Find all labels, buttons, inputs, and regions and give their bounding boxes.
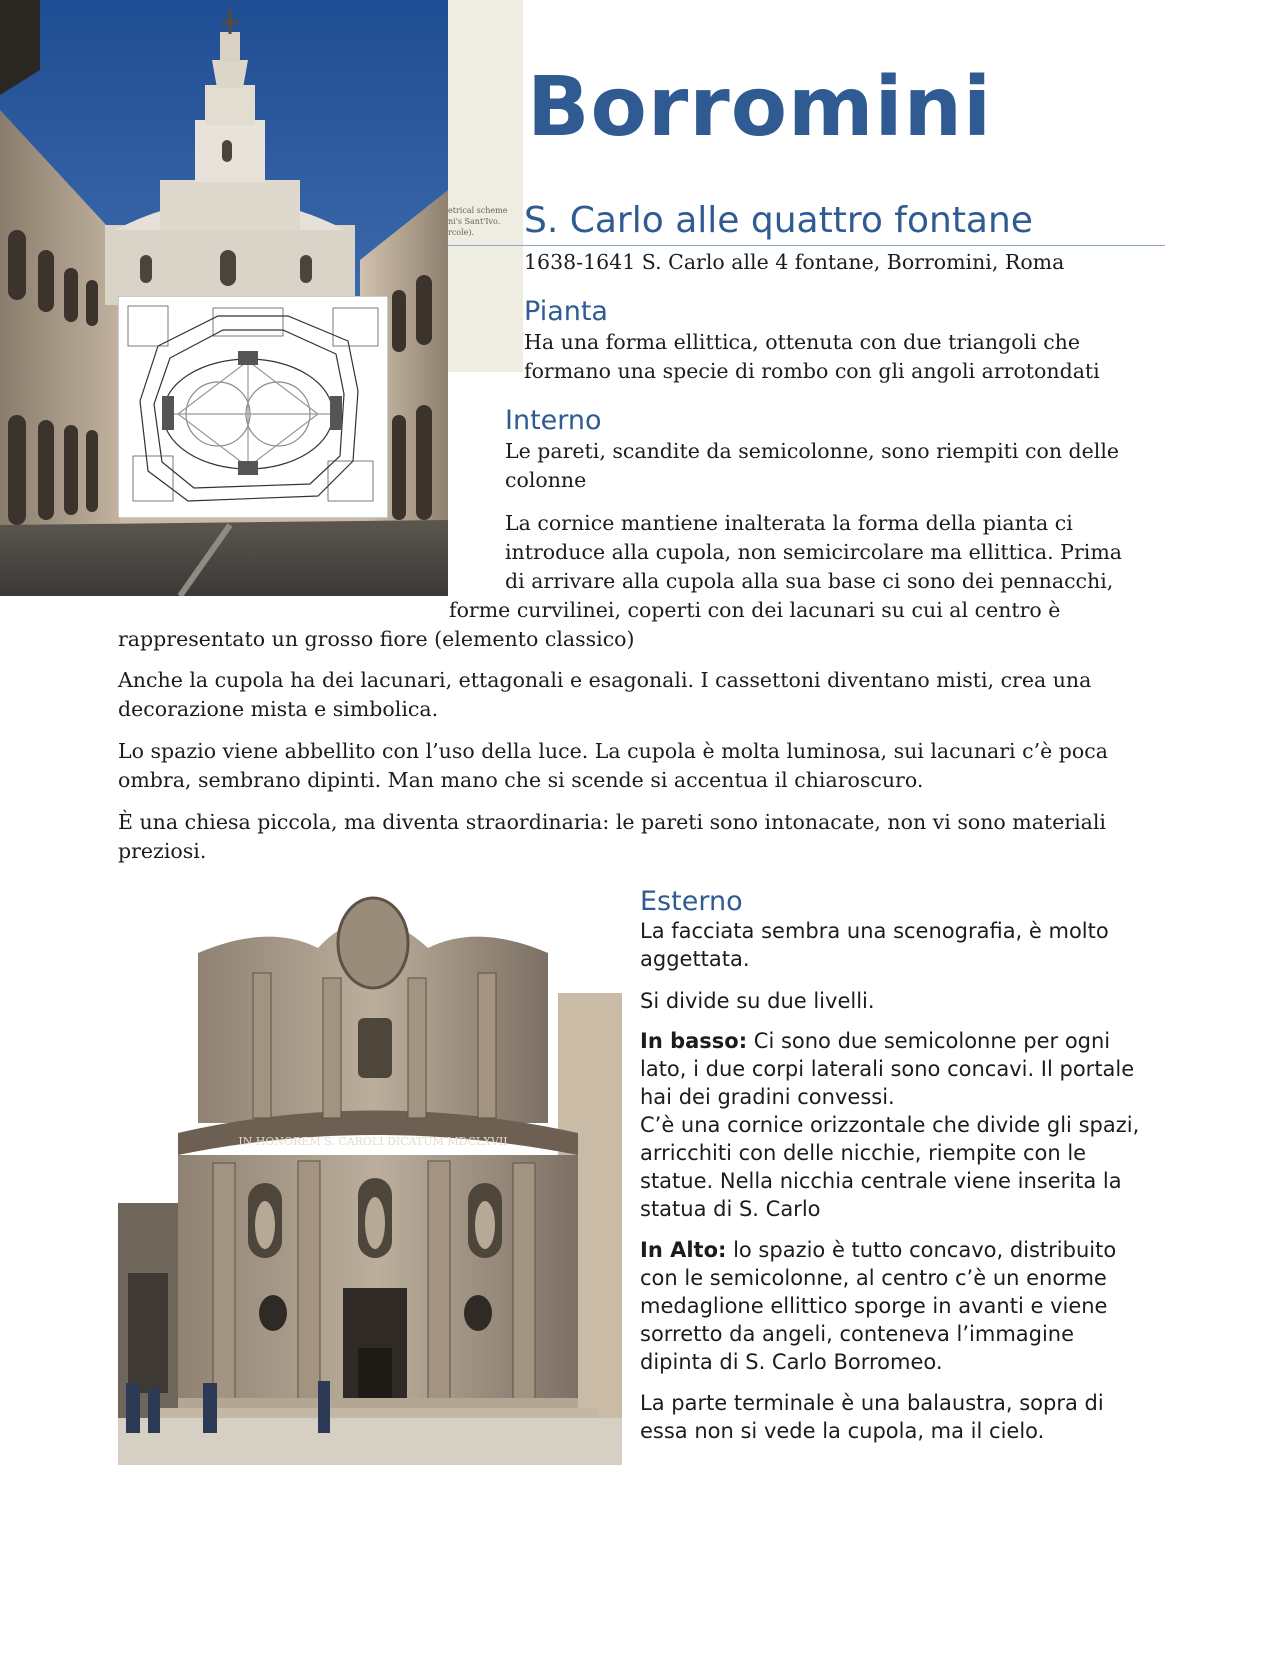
interno-paragraph-1	[505, 437, 1119, 495]
text-line: dipinta di S. Carlo Borromeo.	[640, 1350, 943, 1374]
text-line: La cornice mantiene inalterata la forma della pianta ci	[505, 511, 1073, 535]
text-line: essa non si vede la cupola, ma il cielo.	[640, 1419, 1045, 1443]
text-line: introduce alla cupola, non semicircolare ma ellittica. Prima	[505, 540, 1122, 564]
basso-label: In basso:	[640, 1029, 748, 1053]
esterno-heading: Esterno	[640, 886, 743, 917]
subtitle-rule	[447, 245, 1165, 246]
interno-paragraph-2b: forme curvilinei, coperti con dei lacunari su cui al centro è	[449, 598, 1061, 622]
page-title: Borromini	[527, 60, 993, 155]
interno-paragraph-5	[118, 808, 1178, 866]
esterno-paragraph-2: Si divide su due livelli.	[640, 989, 875, 1013]
date-caption: 1638-1641 S. Carlo alle 4 fontane, Borromini, Roma	[524, 250, 1065, 274]
text-line: di arrivare alla cupola alla sua base ci sono dei pennacchi,	[505, 569, 1114, 593]
text-line: con le semicolonne, al centro c’è un enorme	[640, 1266, 1107, 1290]
text-line: Anche la cupola ha dei lacunari, ettagonali e esagonali. I cassettoni diventano misti, crea una	[118, 668, 1092, 692]
text-line: ombra, sembrano dipinti. Man mano che si scende si accentua il chiaroscuro.	[118, 768, 924, 792]
church-plan-drawing	[118, 296, 388, 518]
text-line: lato, i due corpi laterali sono concavi. Il portale	[640, 1057, 1135, 1081]
side-caption-line: rcole).	[448, 228, 475, 237]
interno-paragraph-2c: rappresentato un grosso fiore (elemento classico)	[118, 627, 635, 651]
text-fragment: Ci sono due semicolonne per ogni	[747, 1029, 1111, 1053]
text-line: medaglione ellittico sporge in avanti e viene	[640, 1294, 1108, 1318]
interno-paragraph-3	[118, 666, 1178, 724]
facade-photo	[118, 893, 622, 1465]
text-line: Ha una forma ellittica, ottenuta con due triangoli che	[524, 330, 1081, 354]
interno-paragraph-4	[118, 737, 1178, 795]
interno-heading: Interno	[505, 405, 602, 436]
esterno-basso	[640, 1027, 1200, 1223]
text-line: preziosi.	[118, 839, 207, 863]
text-line: La parte terminale è una balaustra, sopra di	[640, 1391, 1104, 1415]
text-line: colonne	[505, 468, 587, 492]
text-line	[640, 1027, 1200, 1055]
text-line: decorazione mista e simbolica.	[118, 697, 439, 721]
text-line: Le pareti, scandite da semicolonne, sono riempiti con delle	[505, 439, 1120, 463]
text-line: hai dei gradini convessi.	[640, 1085, 895, 1109]
esterno-alto	[640, 1236, 1200, 1376]
text-line	[640, 1236, 1200, 1264]
text-line: statue. Nella nicchia centrale viene inserita la	[640, 1169, 1122, 1193]
alto-label: In Alto:	[640, 1238, 727, 1262]
text-line: C’è una cornice orizzontale che divide gli spazi,	[640, 1113, 1140, 1137]
text-line: aggettata.	[640, 947, 750, 971]
interno-paragraph-2a	[505, 509, 1122, 596]
facade-inscription: IN HONOREM S. CAROLI DICATUM MDCLXVII	[238, 1135, 508, 1148]
pianta-heading: Pianta	[524, 296, 608, 327]
side-caption-line: etrical scheme	[448, 206, 508, 215]
text-line: formano una specie di rombo con gli angoli arrotondati	[524, 359, 1100, 383]
section-subtitle: S. Carlo alle quattro fontane	[524, 200, 1033, 241]
text-line: È una chiesa piccola, ma diventa straordinaria: le pareti sono intonacate, non vi sono materiali	[118, 810, 1106, 834]
text-line: sorretto da angeli, conteneva l’immagine	[640, 1322, 1075, 1346]
esterno-paragraph-1	[640, 917, 1180, 973]
side-caption	[448, 205, 507, 238]
text-fragment: lo spazio è tutto concavo, distribuito	[726, 1238, 1117, 1262]
side-caption-line: ni's Sant'Ivo.	[448, 217, 501, 226]
text-line: arricchiti con delle nicchie, riempite con le	[640, 1141, 1087, 1165]
text-line: Lo spazio viene abbellito con l’uso della luce. La cupola è molta luminosa, sui lacunari c’è poca	[118, 739, 1108, 763]
esterno-paragraph-last	[640, 1389, 1200, 1445]
text-line: La facciata sembra una scenografia, è molto	[640, 919, 1109, 943]
pianta-text	[524, 328, 1100, 386]
sidebar-strip	[448, 0, 523, 372]
text-line: statua di S. Carlo	[640, 1197, 821, 1221]
